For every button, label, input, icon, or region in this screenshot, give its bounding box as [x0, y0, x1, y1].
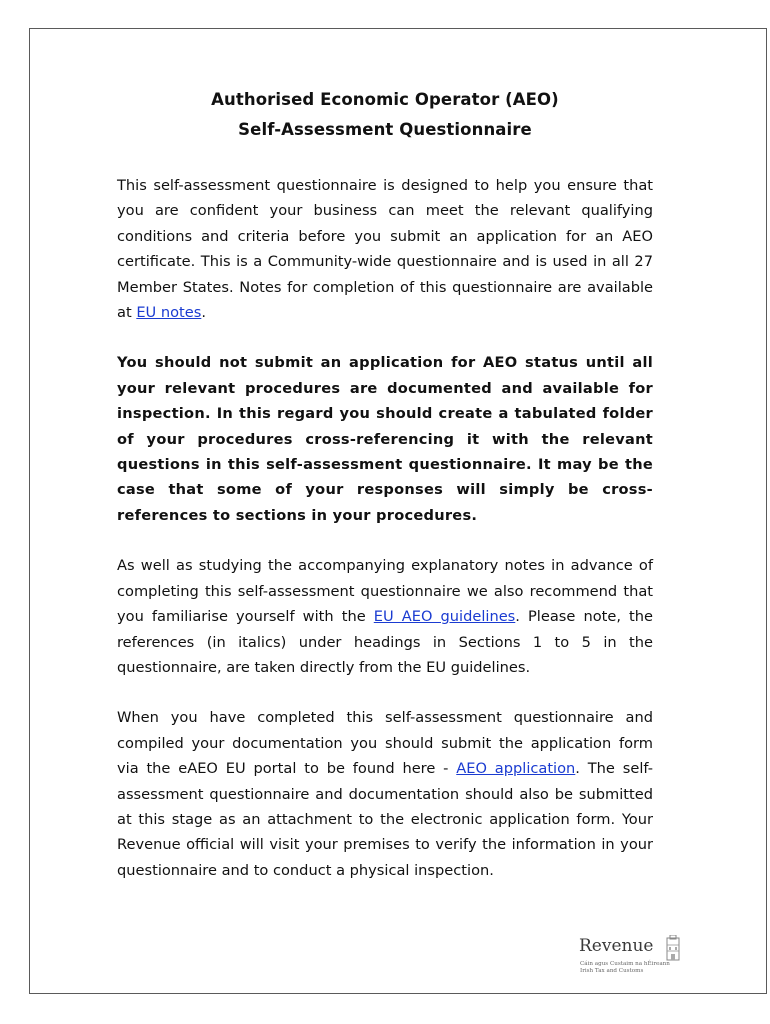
intro-paragraph: [117, 173, 653, 325]
eu-notes-link[interactable]: EU notes: [136, 304, 202, 322]
logo-tagline-irish: Cáin agus Custaim na hÉireann: [580, 961, 670, 967]
intro-end: .: [201, 304, 206, 322]
intro-text: This self-assessment questionnaire is designed to help you ensure that you are confident your business can meet the relevant qualifying conditions and criteria before you submit an application for an AEO certificate. This is a Community-wide questionnaire and is used in all 27 Member States. Notes for completion of this questionnaire are available at: [117, 177, 653, 322]
submission-text: When you have completed this self-assessment questionnaire and compiled your documentation you should submit the application form via the eAEO EU portal to be found here -: [117, 709, 653, 778]
logo-tagline-english: Irish Tax and Customs: [580, 968, 644, 974]
submission-end: . The self-assessment questionnaire and documentation should also be submitted at this stage as an attachment to the electronic application form. Your Revenue official will visit your premises to verify the information in your questionnaire and to conduct a physical inspection.: [117, 760, 653, 879]
guidelines-paragraph: [117, 553, 653, 680]
document-content: [117, 85, 653, 883]
document-page: [29, 28, 767, 994]
title-line-1: Authorised Economic Operator (AEO): [211, 90, 559, 109]
guidelines-end: . Please note, the references (in italics) under headings in Sections 1 to 5 in the questionnaire, are taken directly from the EU guidelines.: [117, 608, 653, 676]
logo-wordmark: Revenue: [579, 936, 654, 956]
revenue-logo: [579, 935, 699, 981]
aeo-application-link[interactable]: AEO application: [456, 760, 576, 778]
warning-paragraph: You should not submit an application for AEO status until all your relevant procedures are documented and available for inspection. In this regard you should create a tabulated folder of your procedures cross-referencing it with the relevant questions in this self-assessment questionnaire. It may be the case that some of your responses will simply be cross-references to sections in your procedures.: [117, 354, 653, 524]
eu-aeo-guidelines-link[interactable]: EU AEO guidelines: [373, 608, 516, 626]
title-line-2: Self-Assessment Questionnaire: [238, 120, 532, 139]
guidelines-text: As well as studying the accompanying explanatory notes in advance of completing this self-assessment questionnaire we also recommend that you familiarise yourself with the: [117, 557, 653, 626]
building-crest-icon: [664, 935, 682, 961]
submission-paragraph: [117, 705, 653, 883]
